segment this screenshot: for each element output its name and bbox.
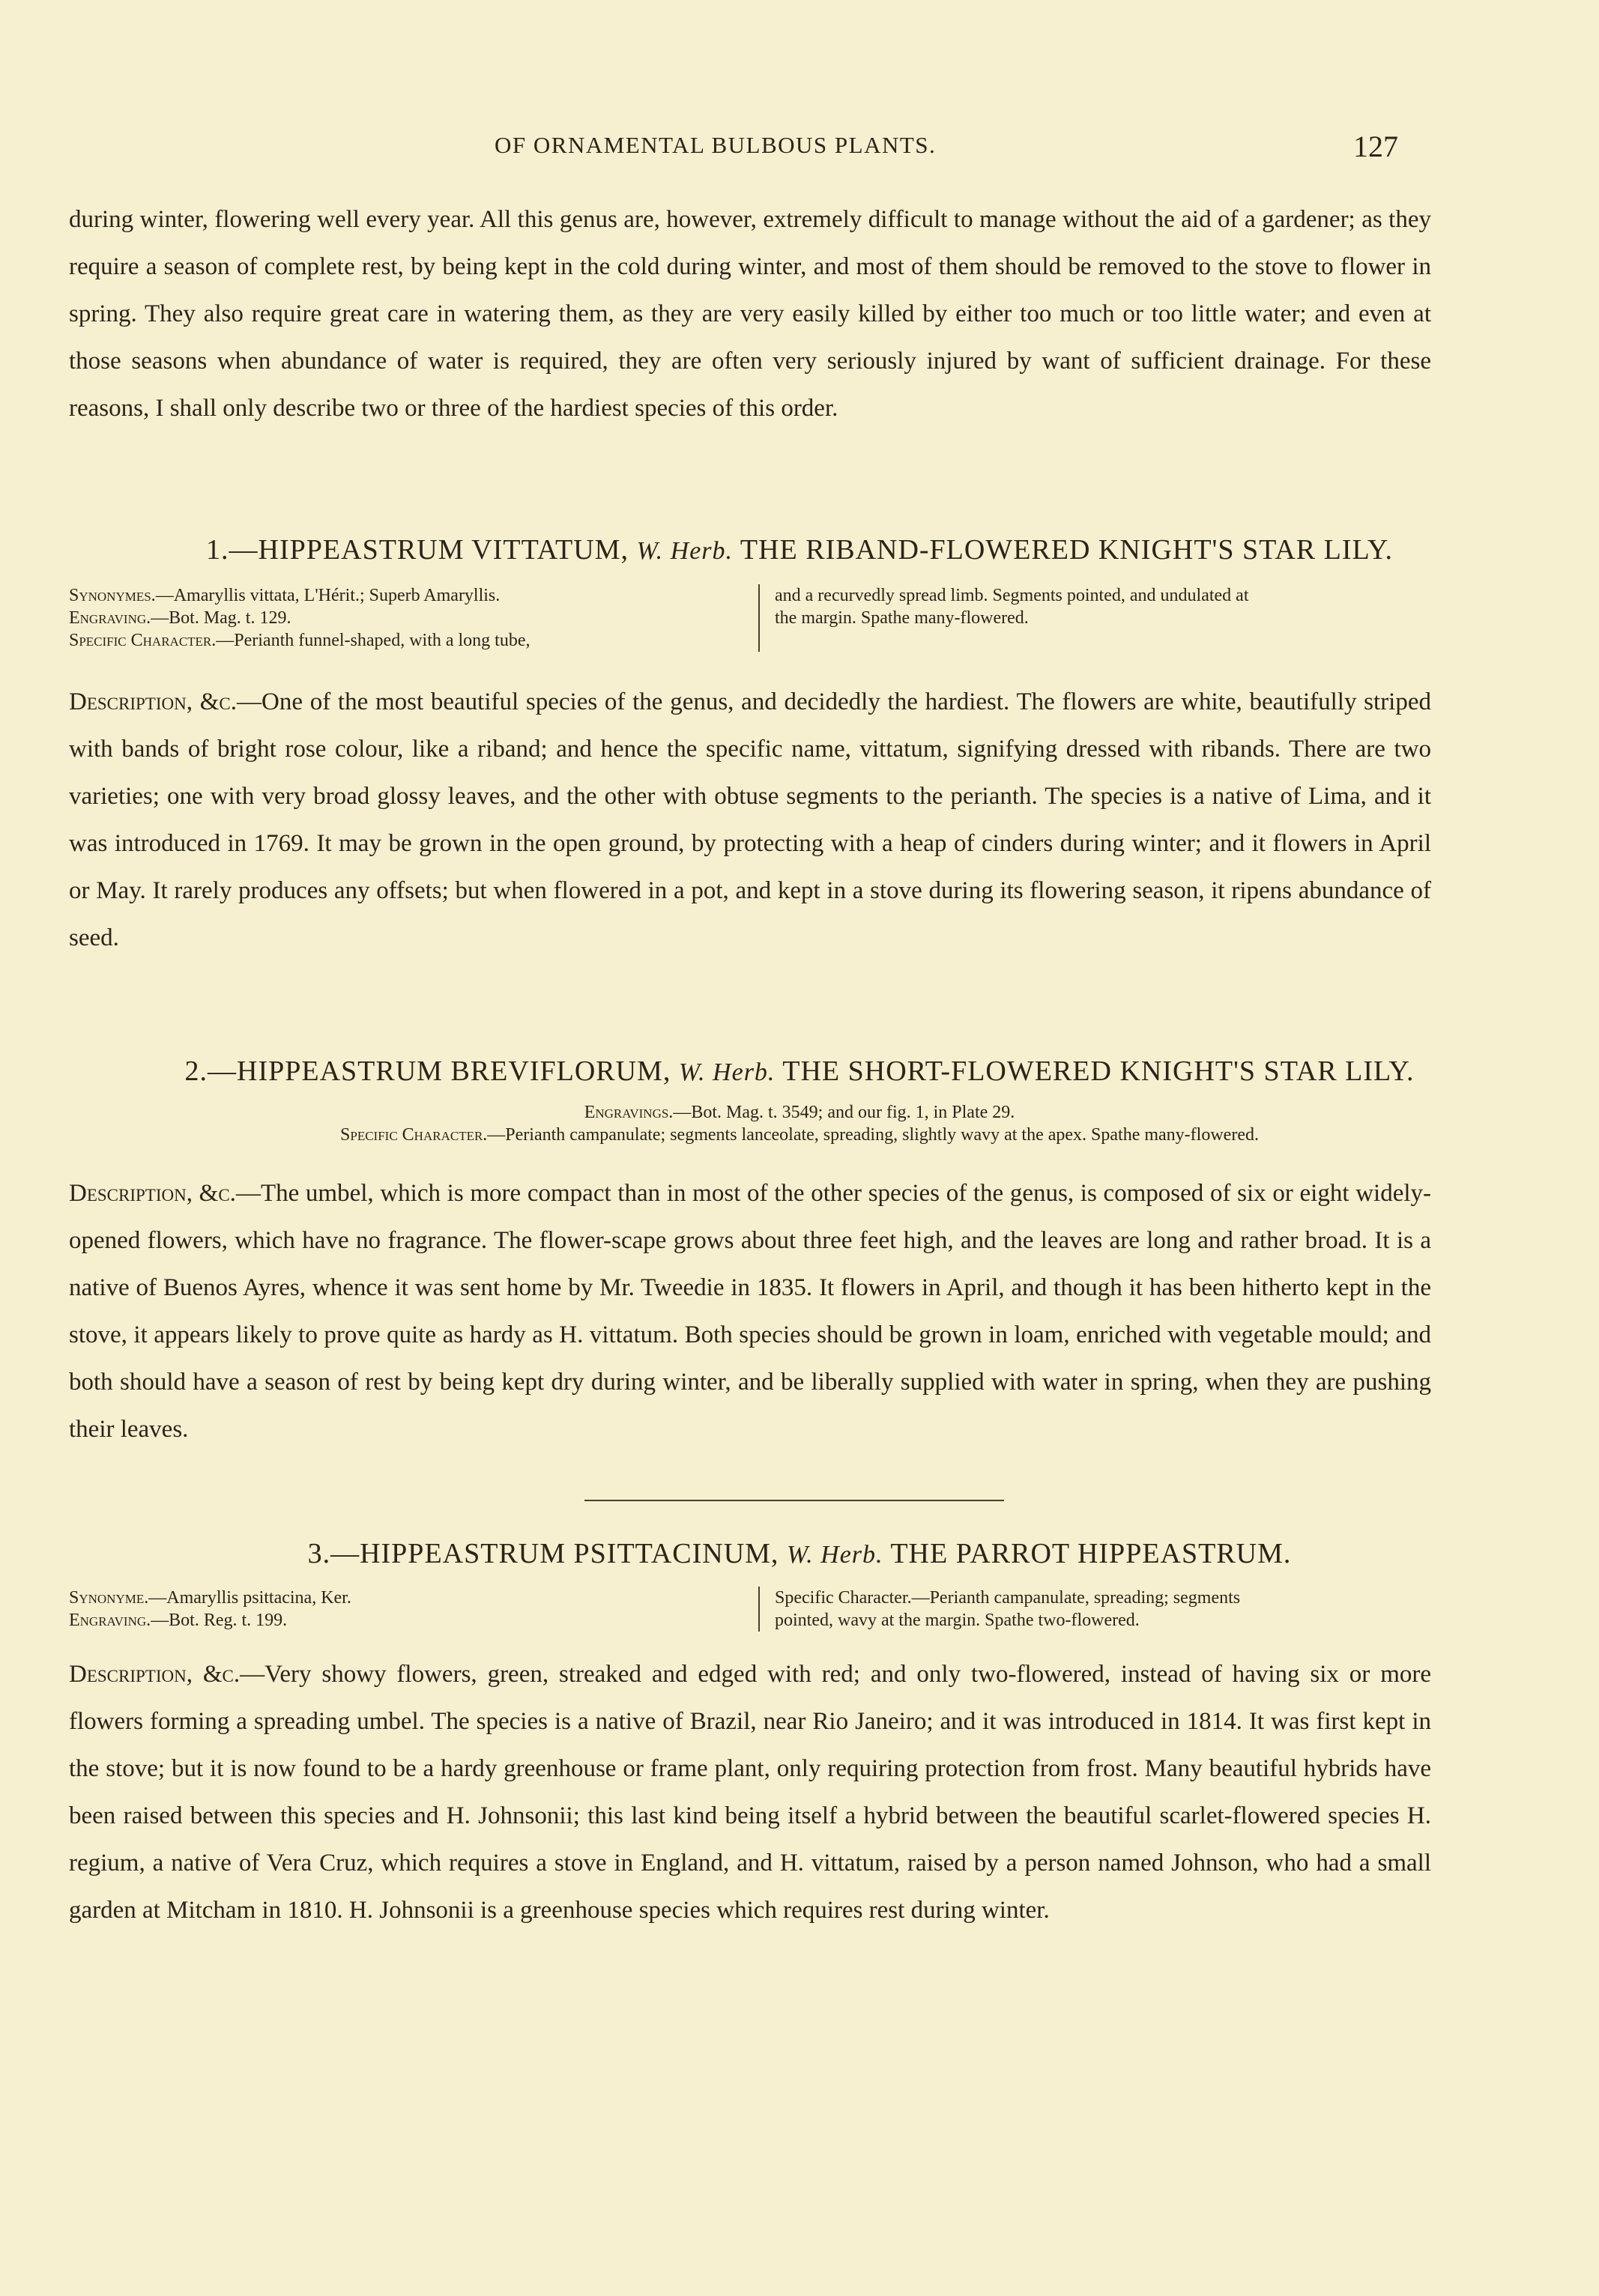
- description-label: Description, &c.: [69, 1180, 236, 1207]
- meta-text: —Bot. Reg. t. 199.: [151, 1611, 288, 1630]
- meta-text: —Amaryllis vittata, L'Hérit.; Superb Amaryllis.: [155, 586, 501, 605]
- running-title: OF ORNAMENTAL BULBOUS PLANTS.: [495, 132, 937, 158]
- section-1-title: [0, 533, 1599, 566]
- meta-label: Specific Character.: [69, 631, 217, 650]
- meta-line: pointed, wavy at the margin. Spathe two-flowered.: [775, 1611, 1140, 1630]
- section-1-name: 1.—HIPPEASTRUM VITTATUM,: [206, 534, 629, 566]
- section-2-common-name: THE SHORT-FLOWERED KNIGHT'S STAR LILY.: [782, 1055, 1415, 1087]
- meta-label: Engraving.: [69, 1611, 151, 1630]
- section-1-engraving: [69, 607, 743, 629]
- meta-label: Specific Character.: [340, 1125, 488, 1145]
- section-3-description: [69, 1651, 1431, 1934]
- section-3-meta: [69, 1587, 1431, 1632]
- meta-text: —Perianth funnel-shaped, with a long tube,: [216, 631, 531, 650]
- meta-line: Specific Character.—Perianth campanulate, spreading; segments: [775, 1588, 1241, 1608]
- intro-text: during winter, flowering well every year. All this genus are, however, extremely difficult to manage without the aid of a gardener; as they require a season of complete rest, by being kept in the cold during winter, and most of them should be removed to the stove to flower in spring. They also require great care in watering them, as they are very easily killed by either too much or too little water; and even at those seasons when abundance of water is required, they are often very seriously injured by want of sufficient drainage. For these reasons, I shall only describe two or three of the hardiest species of this order.: [69, 206, 1431, 422]
- page-number: 127: [1353, 130, 1398, 163]
- section-1-specific-character: [69, 629, 743, 652]
- section-2-name: 2.—HIPPEASTRUM BREVIFLORUM,: [184, 1055, 671, 1087]
- section-2-engravings: [0, 1101, 1599, 1124]
- meta-label: Engraving.: [69, 608, 151, 628]
- section-divider: [584, 1500, 1004, 1501]
- meta-label: Engravings.: [584, 1103, 674, 1122]
- section-3-engraving: [69, 1609, 743, 1632]
- description-label: Description, &c.: [69, 688, 237, 715]
- description-label: Description, &c.: [69, 1661, 241, 1688]
- description-body: —The umbel, which is more compact than in most of the other species of the genus, is composed of six or eight widely-opened flowers, which have no fragrance. The flower-scape grows about three feet high, and the leaves are long and rather broad. It is a native of Buenos Ayres, whence it was sent home by Mr. Tweedie in 1835. It flowers in April, and though it has been hitherto kept in the stove, it appears likely to prove quite as hardy as H. vittatum. Both species should be grown in loam, enriched with vegetable mould; and both should have a season of rest by being kept dry during winter, and be liberally supplied with water in spring, when they are pushing their leaves.: [69, 1180, 1432, 1443]
- section-1-meta: [69, 584, 1431, 652]
- description-body: —One of the most beautiful species of the genus, and decidedly the hardiest. The flowers are white, beautifully striped with bands of bright rose colour, like a riband; and hence the specific name, vittatum, signifying dressed with ribands. There are two varieties; one with very broad glossy leaves, and the other with obtuse segments to the perianth. The species is a native of Lima, and it was introduced in 1769. It may be grown in the open ground, by protecting with a heap of cinders during winter; and it flowers in April or May. It rarely produces any offsets; but when flowered in a pot, and kept in a stove during its flowering season, it ripens abundance of seed.: [69, 688, 1431, 951]
- section-1-meta-right: [760, 584, 1431, 652]
- section-3-name: 3.—HIPPEASTRUM PSITTACINUM,: [307, 1538, 779, 1569]
- section-2-authority: W. Herb.: [678, 1058, 776, 1086]
- section-1-authority: W. Herb.: [636, 537, 734, 565]
- description-body: —Very showy flowers, green, streaked and edged with red; and only two-flowered, instead of having six or more flowers forming a spreading umbel. The species is a native of Brazil, near Rio Janeiro; and it was introduced in 1814. It was first kept in the stove; but it is now found to be a hardy greenhouse or frame plant, only requiring protection from frost. Many beautiful hybrids have been raised between this species and H. Johnsonii; this last kind being itself a hybrid between the beautiful scarlet-flowered species H. regium, a native of Vera Cruz, which requires a stove in England, and H. vittatum, raised by a person named Johnson, who had a small garden at Mitcham in 1810. H. Johnsonii is a greenhouse species which requires rest during winter.: [69, 1661, 1432, 1924]
- section-3-description-text: [69, 1651, 1431, 1934]
- section-2-description: [69, 1170, 1431, 1453]
- section-2-meta: [0, 1101, 1599, 1146]
- meta-line: and a recurvedly spread limb. Segments pointed, and undulated at: [775, 586, 1249, 605]
- intro-paragraph: [69, 196, 1431, 432]
- meta-text: —Amaryllis psittacina, Ker.: [148, 1588, 351, 1608]
- meta-text: —Bot. Mag. t. 3549; and our fig. 1, in Plate 29.: [673, 1103, 1015, 1122]
- meta-line: the margin. Spathe many-flowered.: [775, 608, 1029, 628]
- section-1-common-name: THE RIBAND-FLOWERED KNIGHT'S STAR LILY.: [740, 534, 1393, 566]
- meta-text: —Perianth campanulate; segments lanceolate, spreading, slightly wavy at the apex. Spathe many-flowered.: [487, 1125, 1259, 1145]
- section-3-synonyme: [69, 1587, 743, 1609]
- section-1-meta-left: [69, 584, 760, 652]
- section-2-specific-character: [0, 1124, 1599, 1146]
- section-1-synonymes: [69, 584, 743, 607]
- section-3-meta-right: [760, 1587, 1431, 1632]
- meta-label: Synonymes.: [69, 586, 156, 605]
- meta-text: —Bot. Mag. t. 129.: [151, 608, 291, 628]
- section-2-description-text: [69, 1170, 1431, 1453]
- section-1-description-text: [69, 679, 1431, 962]
- section-3-meta-left: [69, 1587, 760, 1632]
- section-3-title: [0, 1537, 1599, 1570]
- section-2-title: [0, 1055, 1599, 1088]
- section-3-common-name: THE PARROT HIPPEASTRUM.: [890, 1538, 1292, 1569]
- section-3-authority: W. Herb.: [786, 1541, 883, 1569]
- meta-label: Synonyme.: [69, 1588, 149, 1608]
- section-1-description: [69, 679, 1431, 962]
